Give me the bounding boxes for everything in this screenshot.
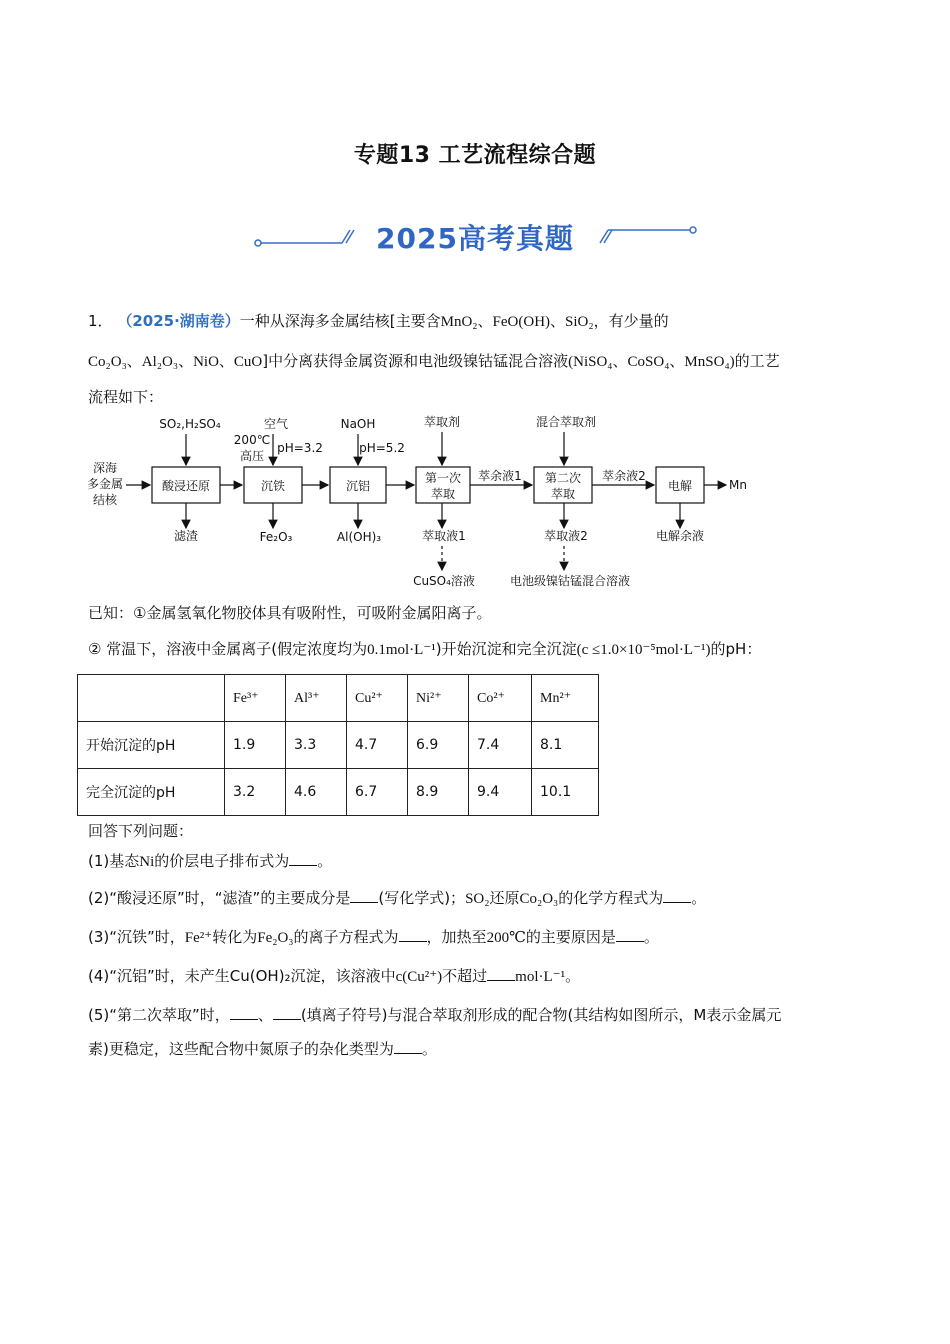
formula: MnO₂、FeO(OH)、SiO₂ <box>440 314 594 330</box>
reagent-label: 200℃ <box>233 433 271 447</box>
link-label: 萃余液1 <box>478 469 522 483</box>
step-label: 第二次 <box>544 471 582 485</box>
reagent-label: 混合萃取剂 <box>535 415 597 429</box>
table-cell: 3.3 <box>286 722 347 769</box>
output-label: 萃取液2 <box>544 529 588 543</box>
table-cell: 6.7 <box>347 769 408 816</box>
output-label: 萃取液1 <box>422 529 466 543</box>
step-label: 电解 <box>667 479 693 493</box>
sub-question-5-cont: 素)更稳定，这些配合物中氮原子的杂化类型为 。 <box>88 1040 437 1058</box>
page-title: 专题13 工艺流程综合题 <box>353 143 597 168</box>
table-cell: 4.7 <box>347 722 408 769</box>
table-cell: 开始沉淀的pH <box>78 722 225 769</box>
answer-blank[interactable] <box>663 888 691 903</box>
reagent-label: 空气 <box>263 417 289 431</box>
sub-question-4: (4)“沉铝”时，未产生Cu(OH)₂沉淀，该溶液中c(Cu²⁺)不超过 mol·L⁻¹。 <box>88 967 581 985</box>
table-cell: Ni²⁺ <box>408 675 469 722</box>
sub-question-1: (1)基态Ni的价层电子排布式为 。 <box>88 852 333 870</box>
sub-question-2: (2)“酸浸还原”时，“滤渣”的主要成分是 (写化学式)；SO₂还原Co₂O₃的化学方程式为 。 <box>88 889 707 907</box>
sub-question-3: (3)“沉铁”时，Fe²⁺转化为Fe₂O₃的离子方程式为 ，加热至200℃的主要原因是 。 <box>88 928 659 946</box>
question-intro-line2: Co₂O₃、Al₂O₃、NiO、CuO]中分离获得金属资源和电池级镍钴锰混合溶液(NiSO₄、CoSO₄、MnSO₄)的工艺 <box>88 352 780 370</box>
answer-blank[interactable] <box>394 1039 422 1054</box>
questions-lead: 回答下列问题： <box>88 822 194 840</box>
final-label: 电池级镍钴锰混合溶液 <box>509 574 631 588</box>
answer-blank[interactable] <box>487 966 515 981</box>
table-cell: Co²⁺ <box>469 675 532 722</box>
feed-label: 结核 <box>92 493 118 507</box>
known-condition-1: 已知：①金属氢氧化物胶体具有吸附性，可吸附金属阳离子。 <box>88 604 492 622</box>
sub-question-5: (5)“第二次萃取”时， 、 (填离子符号)与混合萃取剂形成的配合物(其结构如图所示，M表示金属元 <box>88 1006 782 1024</box>
reagent-label: NaOH <box>340 417 376 431</box>
step-label: 萃取 <box>430 487 456 501</box>
table-row <box>78 769 599 816</box>
table-cell: 1.9 <box>225 722 286 769</box>
table-cell: 4.6 <box>286 769 347 816</box>
table-cell: 3.2 <box>225 769 286 816</box>
final-label: CuSO₄溶液 <box>413 574 475 588</box>
step-label: 萃取 <box>550 487 576 501</box>
table-cell: 8.1 <box>532 722 599 769</box>
precipitation-ph-table <box>77 674 599 816</box>
table-cell: Mn²⁺ <box>532 675 599 722</box>
output-label: Fe₂O₃ <box>259 530 293 544</box>
table-cell: Al³⁺ <box>286 675 347 722</box>
question-intro-line3: 流程如下： <box>88 388 164 406</box>
step-label: 沉铝 <box>345 479 371 493</box>
section-banner <box>250 210 700 266</box>
answer-blank[interactable] <box>399 927 427 942</box>
output-label: 电解余液 <box>655 529 705 543</box>
reagent-label: 高压 <box>239 449 265 463</box>
answer-blank[interactable] <box>273 1005 301 1020</box>
reagent-label: 萃取剂 <box>423 415 461 429</box>
table-row <box>78 722 599 769</box>
table-cell <box>78 675 225 722</box>
table-cell: 9.4 <box>469 769 532 816</box>
reagent-label: SO₂,H₂SO₄ <box>159 417 221 431</box>
step-label: 沉铁 <box>260 479 286 493</box>
banner-text: 2025高考真题 <box>376 222 574 255</box>
question-intro-line1: 1． （2025·湖南卷）一种从深海多金属结核[主要含MnO₂、FeO(OH)、SiO₂，有少量的 <box>88 312 669 330</box>
link-label: 萃余液2 <box>602 469 646 483</box>
table-cell: 6.9 <box>408 722 469 769</box>
step-label: 第一次 <box>424 471 462 485</box>
answer-blank[interactable] <box>616 927 644 942</box>
feed-label: 深海 <box>92 461 118 475</box>
product-label: Mn <box>729 478 747 492</box>
reagent-label: pH=5.2 <box>359 441 405 455</box>
table-cell: 7.4 <box>469 722 532 769</box>
answer-blank[interactable] <box>230 1005 258 1020</box>
answer-blank[interactable] <box>289 851 317 866</box>
answer-blank[interactable] <box>350 888 378 903</box>
table-cell: Cu²⁺ <box>347 675 408 722</box>
output-label: Al(OH)₃ <box>336 530 382 544</box>
step-label: 酸浸还原 <box>161 479 211 493</box>
table-cell: Fe³⁺ <box>225 675 286 722</box>
table-cell: 10.1 <box>532 769 599 816</box>
known-condition-2: ② 常温下，溶液中金属离子(假定浓度均为0.1mol·L⁻¹)开始沉淀和完全沉淀(c ≤1.0×10⁻⁵mol·L⁻¹)的pH： <box>88 640 762 658</box>
formula: (NiSO₄、CoSO₄、MnSO₄) <box>568 354 735 370</box>
table-cell: 8.9 <box>408 769 469 816</box>
feed-label: 多金属 <box>86 477 124 491</box>
formula: Co₂O₃、Al₂O₃、NiO、CuO <box>88 354 263 370</box>
output-label: 滤渣 <box>173 529 199 543</box>
table-cell: 完全沉淀的pH <box>78 769 225 816</box>
question-source: （2025·湖南卷） <box>117 312 240 330</box>
process-flow-diagram <box>86 408 856 596</box>
reagent-label: pH=3.2 <box>277 441 323 455</box>
table-header-row <box>78 675 599 722</box>
